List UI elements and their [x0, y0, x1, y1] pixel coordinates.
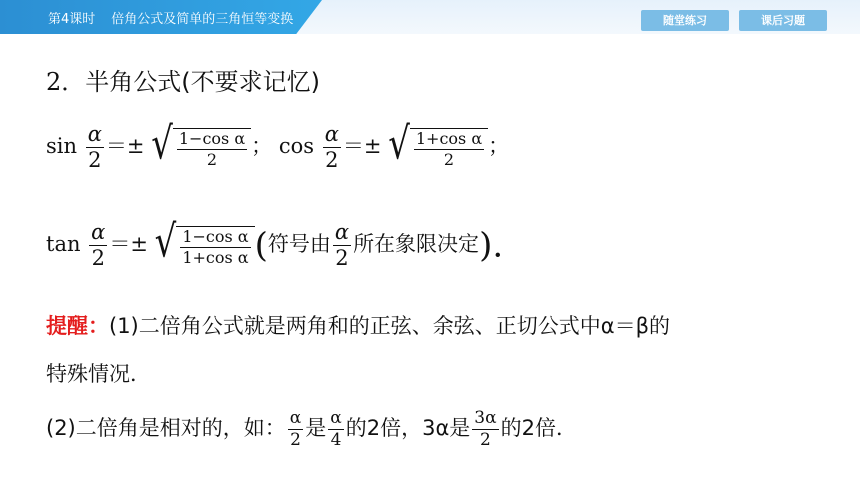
equals-pm: ＝±: [342, 134, 382, 158]
sqrt-sin: √ $\frac{\text{1−cos α}}{2}$: [151, 128, 251, 168]
cos-text: cos: [278, 134, 315, 158]
formula-tan: [46, 215, 504, 270]
alpha-half-fraction: $\frac{\alpha}{2}$: [324, 122, 339, 172]
reminder-text-3a: (2)二倍角是相对的，如：: [46, 416, 286, 440]
formula-sin-cos: [46, 117, 510, 172]
alpha-half-fraction: $\frac{\alpha}{2}$: [91, 220, 106, 270]
lesson-name: 倍角公式及简单的三角恒等变换: [111, 12, 294, 27]
lesson-number: 第4课时: [48, 12, 96, 27]
section-heading: [46, 62, 320, 97]
reminder-text-3c: 的2倍，3α是: [345, 416, 471, 440]
three-alpha-half-fraction: $\frac{3\alpha}{2}$: [474, 408, 497, 450]
alpha-half-fraction: $\frac{\alpha}{2}$: [334, 220, 350, 270]
reminder-text-1: (1)二倍角公式就是两角和的正弦、余弦、正切公式中α＝β的: [109, 314, 670, 338]
alpha-quarter-fraction: $\frac{\alpha}{4}$: [330, 408, 342, 450]
equals-pm: ＝±: [109, 232, 148, 256]
reminder-label: 提醒：: [46, 314, 109, 338]
sin-text: sin: [46, 134, 78, 158]
reminder-text-3b: 是: [305, 416, 327, 440]
section-number: 2．: [46, 68, 86, 96]
reminder-line-1: [46, 310, 670, 340]
semicolon: ；: [488, 134, 510, 158]
alpha-half-fraction: $\frac{\alpha}{2}$: [87, 122, 102, 172]
open-paren: (: [254, 225, 268, 266]
alpha-half-fraction: $\frac{\alpha}{2}$: [289, 408, 302, 450]
sqrt-tan: √ $\frac{\text{1−cos α}}{\text{1+cos α}}$: [155, 226, 255, 266]
practice-button[interactable]: 随堂练习: [641, 10, 729, 31]
section-title: 半角公式(不要求记忆): [85, 68, 321, 96]
lesson-title: [48, 8, 293, 27]
reminder-line-3: [46, 410, 577, 449]
homework-button[interactable]: 课后习题: [739, 10, 827, 31]
tan-text: tan: [46, 232, 81, 256]
sqrt-cos: √ $\frac{\text{1+cos α}}{2}$: [388, 128, 488, 168]
note-prefix: 符号由: [267, 232, 331, 256]
reminder-text-2: 特殊情况．: [46, 362, 151, 386]
note-suffix: 所在象限决定: [353, 232, 480, 256]
close-paren: ).: [479, 225, 504, 266]
equals-pm: ＝±: [105, 134, 145, 158]
reminder-line-2: [46, 358, 151, 388]
reminder-text-3d: 的2倍．: [500, 416, 577, 440]
semicolon: ；: [251, 134, 273, 158]
